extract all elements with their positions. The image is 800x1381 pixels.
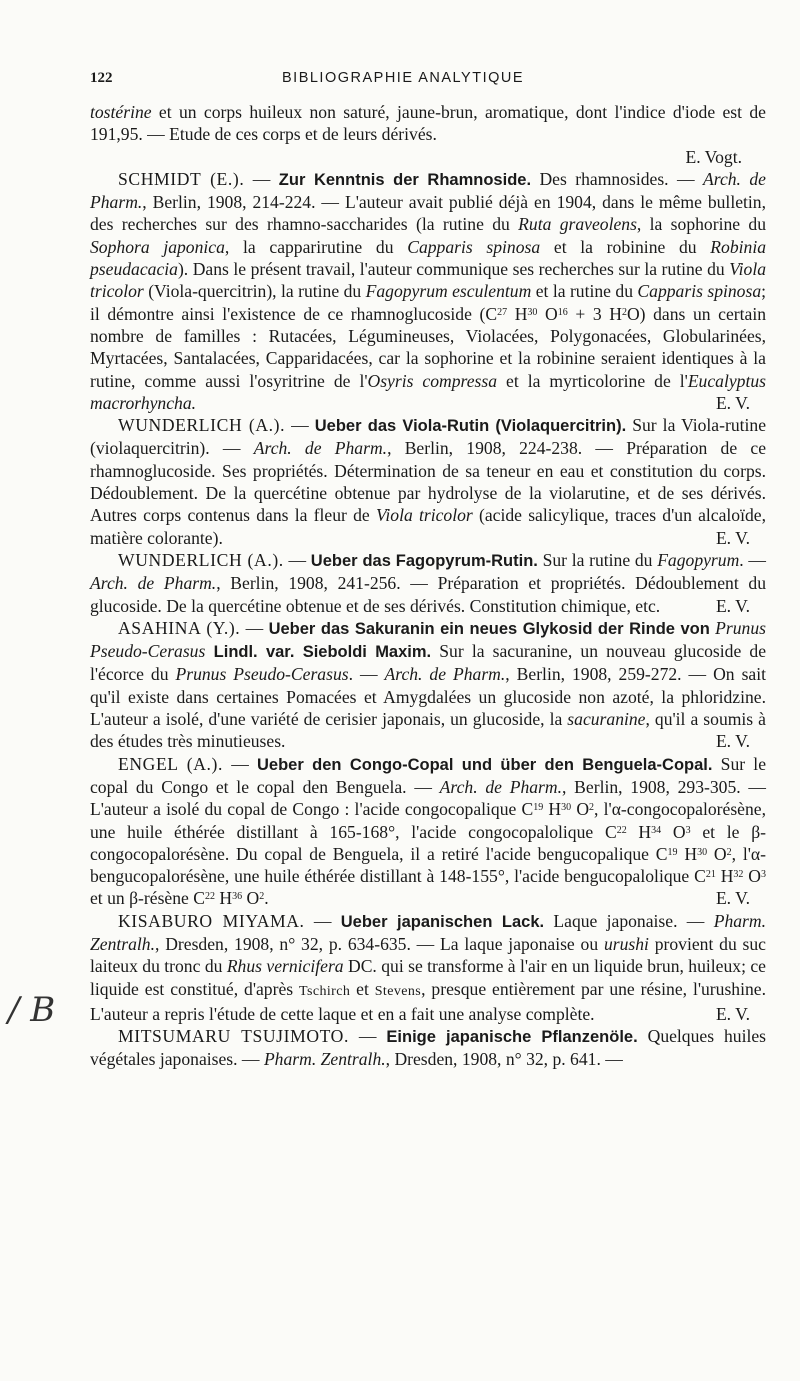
entry-author: WUNDERLICH (A.). <box>118 415 286 436</box>
entry-text: , Dresden, 1908, n° 32, p. 634-635. — La laque japonaise ou <box>155 933 604 954</box>
formula-element: O <box>743 866 761 887</box>
page-header <box>90 70 766 87</box>
entry-text: O) dans un certain nombre de familles : Rutacées, Légumineuses, Violacées, Polygonacées, Globularinées, Myrtacées, Santalacées, Capparidacées, car la sophorine et la robinine seraient identiques à la rutine, comme aussi l'osyritrine de l' <box>90 303 767 391</box>
entry-term: sacuranine <box>567 709 646 730</box>
entry-author: MITSUMARU TSUJIMOTO. <box>118 1026 349 1047</box>
entry-text: Sur le copal du Congo et le copal den Benguela. — <box>90 753 766 797</box>
formula-element: H <box>507 303 528 324</box>
entry-asahina: ASAHINA (Y.). — Ueber das Sakuranin ein neues Glykosid der Rinde von Prunus Pseudo-Cerasus Lindl. var. Sieboldi Maxim. Sur la sacuranine, un nouveau glucoside de l'écorce du Prunus Pseudo-Cerasus. — Arch. de Pharm., Berlin, 1908, 259-272. — On sait qu'il existe dans certaines Pomacées et Amygdalées un glucoside non azoté, la phloridzine. L'auteur a isolé, d'une variété de cerisier japonais, un glucoside, la sacuranine, qu'il a soumis à des études très minutieuses. E. V. <box>90 617 766 752</box>
formula-index: 32 <box>733 869 744 881</box>
formula-index: 19 <box>533 802 544 814</box>
formula-index: 30 <box>527 306 538 318</box>
entry-species: Capparis spinosa <box>407 236 541 257</box>
entry-text: , qu'il a soumis à des études très minutieuses. <box>90 709 766 752</box>
formula-index: 2 <box>259 891 265 903</box>
entry-text: , Berlin, 1908, 293-305. — L'auteur a isolé du copal de Congo : l'acide congocopalique C <box>90 776 766 820</box>
entry-text: DC. qui se transforme à l'air en un liquide brun, huileux; ce liquide est constitué, d'après <box>90 956 766 999</box>
entry-schmidt: SCHMIDT (E.). — Zur Kenntnis der Rhamnoside. Des rhamnosides. — Arch. de Pharm., Berlin, 1908, 214-224. — L'auteur avait publié déjà en 1904, dans le même bulletin, des recherches sur des rhamno-saccharides (la rutine du Ruta graveolens, la sophorine du Sophora japonica, la capparirutine du Capparis spinosa et la robinine du Robinia pseudacacia). Dans le présent travail, l'auteur communique ses recherches sur la rutine du Viola tricolor (Viola-quercitrin), la rutine du Fagopyrum esculentum et la rutine du Capparis spinosa; il démontre ainsi l'existence de ce rhamnoglucoside ($C^{27}$ $H^{30}$ $O^{16} + 3$ $H^2O$) dans un certain nombre de familles : Rutacées, Légumineuses, Violacées, Polygonacées, Globularinées, Myrtacées, Santalacées, Capparidacées, car la sophorine et la robinine seraient identiques à la rutine, comme aussi l'osyritrine de l'Osyris compressa et la myrticolorine de l'Eucalyptus macrorhyncha. E. V. <box>90 168 767 413</box>
entry-text: , Berlin, 1908, 224-238. — Préparation de ce rhamnoglucoside. Ses propriétés. Détermination de sa teneur en eau et constitution du corps. Dédoublement. De la quercétine obtenue par hydrolyse de la violarutine, et de ses dérivés. Autres corps contenus dans la fleur de <box>90 438 766 526</box>
entry-title: Ueber den Congo-Copal und über den Benguela-Copal. <box>257 755 713 774</box>
formula-index: 2 <box>726 846 732 858</box>
formula-index: 21 <box>705 869 716 881</box>
entry-species: Robinia pseudacacia <box>90 236 767 280</box>
entry-text: , Berlin, 1908, 259-272. — On sait qu'il existe dans certaines Pomacées et Amygdalées un glucoside non azoté, la phloridzine. L'auteur a isolé, d'une variété de cerisier japonais, un glucoside, la <box>90 664 766 730</box>
entry-journal: Arch. de Pharm. <box>253 438 388 459</box>
entry-title: Einige japanische Pflanzenöle. <box>386 1028 638 1047</box>
entry-species: Prunus Pseudo-Cerasus <box>90 617 766 662</box>
cited-author: Tschirch <box>299 983 351 999</box>
formula-element: O <box>537 303 558 324</box>
entry-text: , Berlin, 1908, 214-224. — L'auteur avait publié déjà en 1904, dans le même bulletin, des recherches sur des rhamno-saccharides (la rutine du <box>90 192 766 235</box>
formula-index: 36 <box>232 891 243 903</box>
formula-element: H <box>677 843 698 864</box>
formula-element: O <box>242 888 260 909</box>
formula-element: H <box>626 821 652 842</box>
entry-text: , l'α-bengucopalorésène, une huile éthérée distillant à 148-155°, l'acide bengucopalolique C <box>90 843 767 887</box>
intro-signature: E. Vogt. <box>685 146 742 167</box>
entry-text: (acide salicylique, traces d'un alcaloïde, matière colorante). <box>90 505 766 548</box>
entry-text: Laque japonaise. — <box>544 910 714 931</box>
entry-signature: E. V. <box>715 392 750 413</box>
entry-text: , Dresden, 1908, n° 32, p. 641. — <box>385 1049 623 1070</box>
entry-text: Sur la Viola-rutine (violaquercitrin). — <box>90 415 767 459</box>
handwritten-margin-note: / B <box>8 990 56 1030</box>
entry-species: Ruta graveolens <box>518 214 637 235</box>
page <box>90 70 766 1071</box>
entry-journal: Pharm. Zentralh. <box>90 910 766 954</box>
entry-signature: E. V. <box>715 888 750 909</box>
formula-index: 19 <box>667 846 678 858</box>
formula-element: O <box>661 821 686 842</box>
entry-text: , la sophorine du <box>636 214 766 235</box>
entry-engel: ENGEL (A.). — Ueber den Congo-Copal und über den Benguela-Copal. Sur le copal du Congo et le copal den Benguela. — Arch. de Pharm., Berlin, 1908, 293-305. — L'auteur a isolé du copal de Congo : l'acide congocopalique $C^{19}$ $H^{30}$ $O^2$, l'α-congocopalorésène, une huile éthérée distillant à 165-168°, l'acide congocopalolique $C^{22}$ $H^{34}$ $O^3$ et le β-congocopalorésène. Du copal de Benguela, il a retiré l'acide bengucopalique $C^{19}$ $H^{30}$ $O^2$, l'α-bengucopalorésène, une huile éthérée distillant à 148-155°, l'acide bengucopalolique $C^{21}$ $H^{32}$ $O^3$ et un β-résène $C^{22}$ $H^{36}$ $O^2$. E. V. <box>90 753 767 909</box>
formula-index: 27 <box>497 306 508 318</box>
formula-index: 34 <box>651 824 662 836</box>
entry-text: Sur la sacuranine, un nouveau glucoside de l'écorce du <box>90 641 766 685</box>
formula-index: 22 <box>616 824 627 836</box>
entry-species: Sophora japonica <box>90 236 225 257</box>
entry-text: , Berlin, 1908, 241-256. — Préparation et propriétés. Dédoublement du glucoside. De la quercétine obtenue et de ses dérivés. Constitution chimique, etc. <box>90 573 766 616</box>
entry-journal: Pharm. Zentralh. <box>263 1049 386 1070</box>
entry-text: , la capparirutine du <box>224 236 408 257</box>
entry-title-cont: Lindl. var. Sieboldi Maxim. <box>205 643 432 662</box>
entry-species: Viola tricolor <box>375 505 473 526</box>
entry-text: provient du suc laiteux du tronc du <box>90 933 766 977</box>
entry-term: urushi <box>603 933 649 954</box>
entry-species: Prunus Pseudo-Cerasus <box>175 664 349 685</box>
entry-author: ENGEL (A.). <box>118 753 224 774</box>
entry-species: Capparis spinosa <box>637 281 762 302</box>
entry-text: . — <box>739 549 766 570</box>
entry-author: WUNDERLICH (A.). <box>118 549 284 570</box>
entry-journal: Arch. de Pharm. <box>90 573 217 594</box>
entry-signature: E. V. <box>715 527 750 548</box>
entry-text: (Viola-quercitrin), la rutine du <box>143 281 366 302</box>
entry-text: et le β-congocopalorésène. Du copal de Benguela, il a retiré l'acide bengucopalique C <box>90 821 767 864</box>
entry-species: Viola tricolor <box>90 259 766 302</box>
entry-wunderlich-viola: WUNDERLICH (A.). — Ueber das Viola-Rutin (Violaquercitrin). Sur la Viola-rutine (violaquercitrin). — Arch. de Pharm., Berlin, 1908, 224-238. — Préparation de ce rhamnoglucoside. Ses propriétés. Détermination de sa teneur en eau et constitution du corps. Dédoublement. De la quercétine obtenue par hydrolyse de la violarutine, et de ses dérivés. Autres corps contenus dans la fleur de Viola tricolor (acide salicylique, traces d'un alcaloïde, matière colorante). E. V. <box>90 415 767 548</box>
entry-journal: Arch. de Pharm. <box>384 664 506 685</box>
entry-species: Eucalyptus macrorhyncha. <box>90 370 766 413</box>
entry-text: et la myrticolorine de l' <box>497 370 688 391</box>
formula-index: 2 <box>621 306 627 318</box>
formula-index: 3 <box>761 869 766 881</box>
entry-text: et un β-résène C <box>90 888 205 909</box>
intro-italic: tostérine <box>90 102 152 122</box>
formula-element: O <box>707 843 727 864</box>
entry-species: Fagopyrum <box>657 549 740 570</box>
entry-species: Fagopyrum esculentum <box>365 281 532 302</box>
entry-text: Des rhamnosides. — <box>531 168 704 189</box>
entry-text: Quelques huiles végétales japonaises. — <box>90 1026 767 1070</box>
entry-text: , l'α-congocopalorésène, une huile éthérée distillant à 165-168°, l'acide congocopalolique C <box>90 799 766 842</box>
entry-text: et la robinine du <box>540 236 711 257</box>
entry-wunderlich-fagopyrum: WUNDERLICH (A.). — Ueber das Fagopyrum-Rutin. Sur la rutine du Fagopyrum. — Arch. de Pharm., Berlin, 1908, 241-256. — Préparation et propriétés. Dédoublement du glucoside. De la quercétine obtenue et de ses dérivés. Constitution chimique, etc. E. V. <box>90 549 766 616</box>
formula-index: 16 <box>557 306 568 318</box>
entry-signature: E. V. <box>715 731 750 752</box>
entry-title: Ueber das Sakuranin ein neues Glykosid der Rinde von <box>268 619 710 638</box>
formula-index: 3 <box>685 824 691 836</box>
entry-text: + 3 H <box>567 303 622 324</box>
entry-journal: Arch. de Pharm. <box>439 776 563 797</box>
entry-signature: E. V. <box>715 1003 750 1024</box>
formula-index: 22 <box>204 891 215 903</box>
entry-author: SCHMIDT (E.). <box>118 168 245 189</box>
formula-index: 30 <box>697 846 708 858</box>
intro-text: et un corps huileux non saturé, jaune-brun, aromatique, dont l'indice d'iode est de 191,95. — Etude de ces corps et de leurs dérivés. <box>90 102 766 145</box>
entry-species: Rhus vernicifera <box>226 956 344 977</box>
entry-title: Zur Kenntnis der Rhamnoside. <box>278 170 532 189</box>
entry-signature: E. V. <box>715 595 750 616</box>
entry-author: KISABURO MIYAMA. <box>118 910 305 931</box>
formula-element: O <box>571 799 590 820</box>
entry-tsujimoto: MITSUMARU TSUJIMOTO. — Einige japanische Pflanzenöle. Quelques huiles végétales japonaises. — Pharm. Zentralh., Dresden, 1908, n° 32, p. 641. — <box>90 1026 767 1070</box>
entry-title: Ueber das Fagopyrum-Rutin. <box>310 551 538 570</box>
entry-text: Sur la rutine du <box>537 549 658 570</box>
entry-species: Osyris compressa <box>367 370 498 391</box>
entry-author: ASAHINA (Y.). <box>118 617 241 638</box>
entry-text: . <box>264 888 269 909</box>
formula-index: 30 <box>561 802 572 814</box>
entry-text: ; il démontre ainsi l'existence de ce rhamnoglucoside (C <box>90 281 767 324</box>
running-title: BIBLIOGRAPHIE ANALYTIQUE <box>282 70 525 86</box>
entry-text: et <box>350 978 375 999</box>
entry-journal: Arch. de Pharm. <box>90 168 766 213</box>
entry-title: Ueber das Viola-Rutin (Violaquercitrin). <box>314 417 627 436</box>
entry-text: et la rutine du <box>531 281 638 302</box>
cited-author: Stevens <box>374 983 422 999</box>
entry-title: Ueber japanischen Lack. <box>340 912 545 931</box>
intro-paragraph <box>90 101 766 146</box>
entry-text: , presque entièrement par une résine, l'urushine. L'auteur a repris l'étude de cette laque et en a fait une analyse complète. <box>90 978 766 1024</box>
entry-text: ). Dans le présent travail, l'auteur communique ses recherches sur la rutine du <box>177 259 730 280</box>
formula-element: H <box>715 866 734 887</box>
formula-index: 2 <box>589 802 595 814</box>
formula-element: H <box>214 888 233 909</box>
entry-text: . — <box>348 664 385 685</box>
formula-element: H <box>543 799 562 820</box>
page-number: 122 <box>90 70 113 86</box>
entry-miyama: KISABURO MIYAMA. — Ueber japanischen Lack. Laque japonaise. — Pharm. Zentralh., Dresden, 1908, n° 32, p. 634-635. — La laque japonaise ou urushi provient du suc laiteux du tronc du Rhus vernicifera DC. qui se transforme à l'air en un liquide brun, huileux; ce liquide est constitué, d'après Tschirch et Stevens, presque entièrement par une résine, l'urushine. L'auteur a repris l'étude de cette laque et en a fait une analyse complète. E. V. <box>90 910 766 1024</box>
